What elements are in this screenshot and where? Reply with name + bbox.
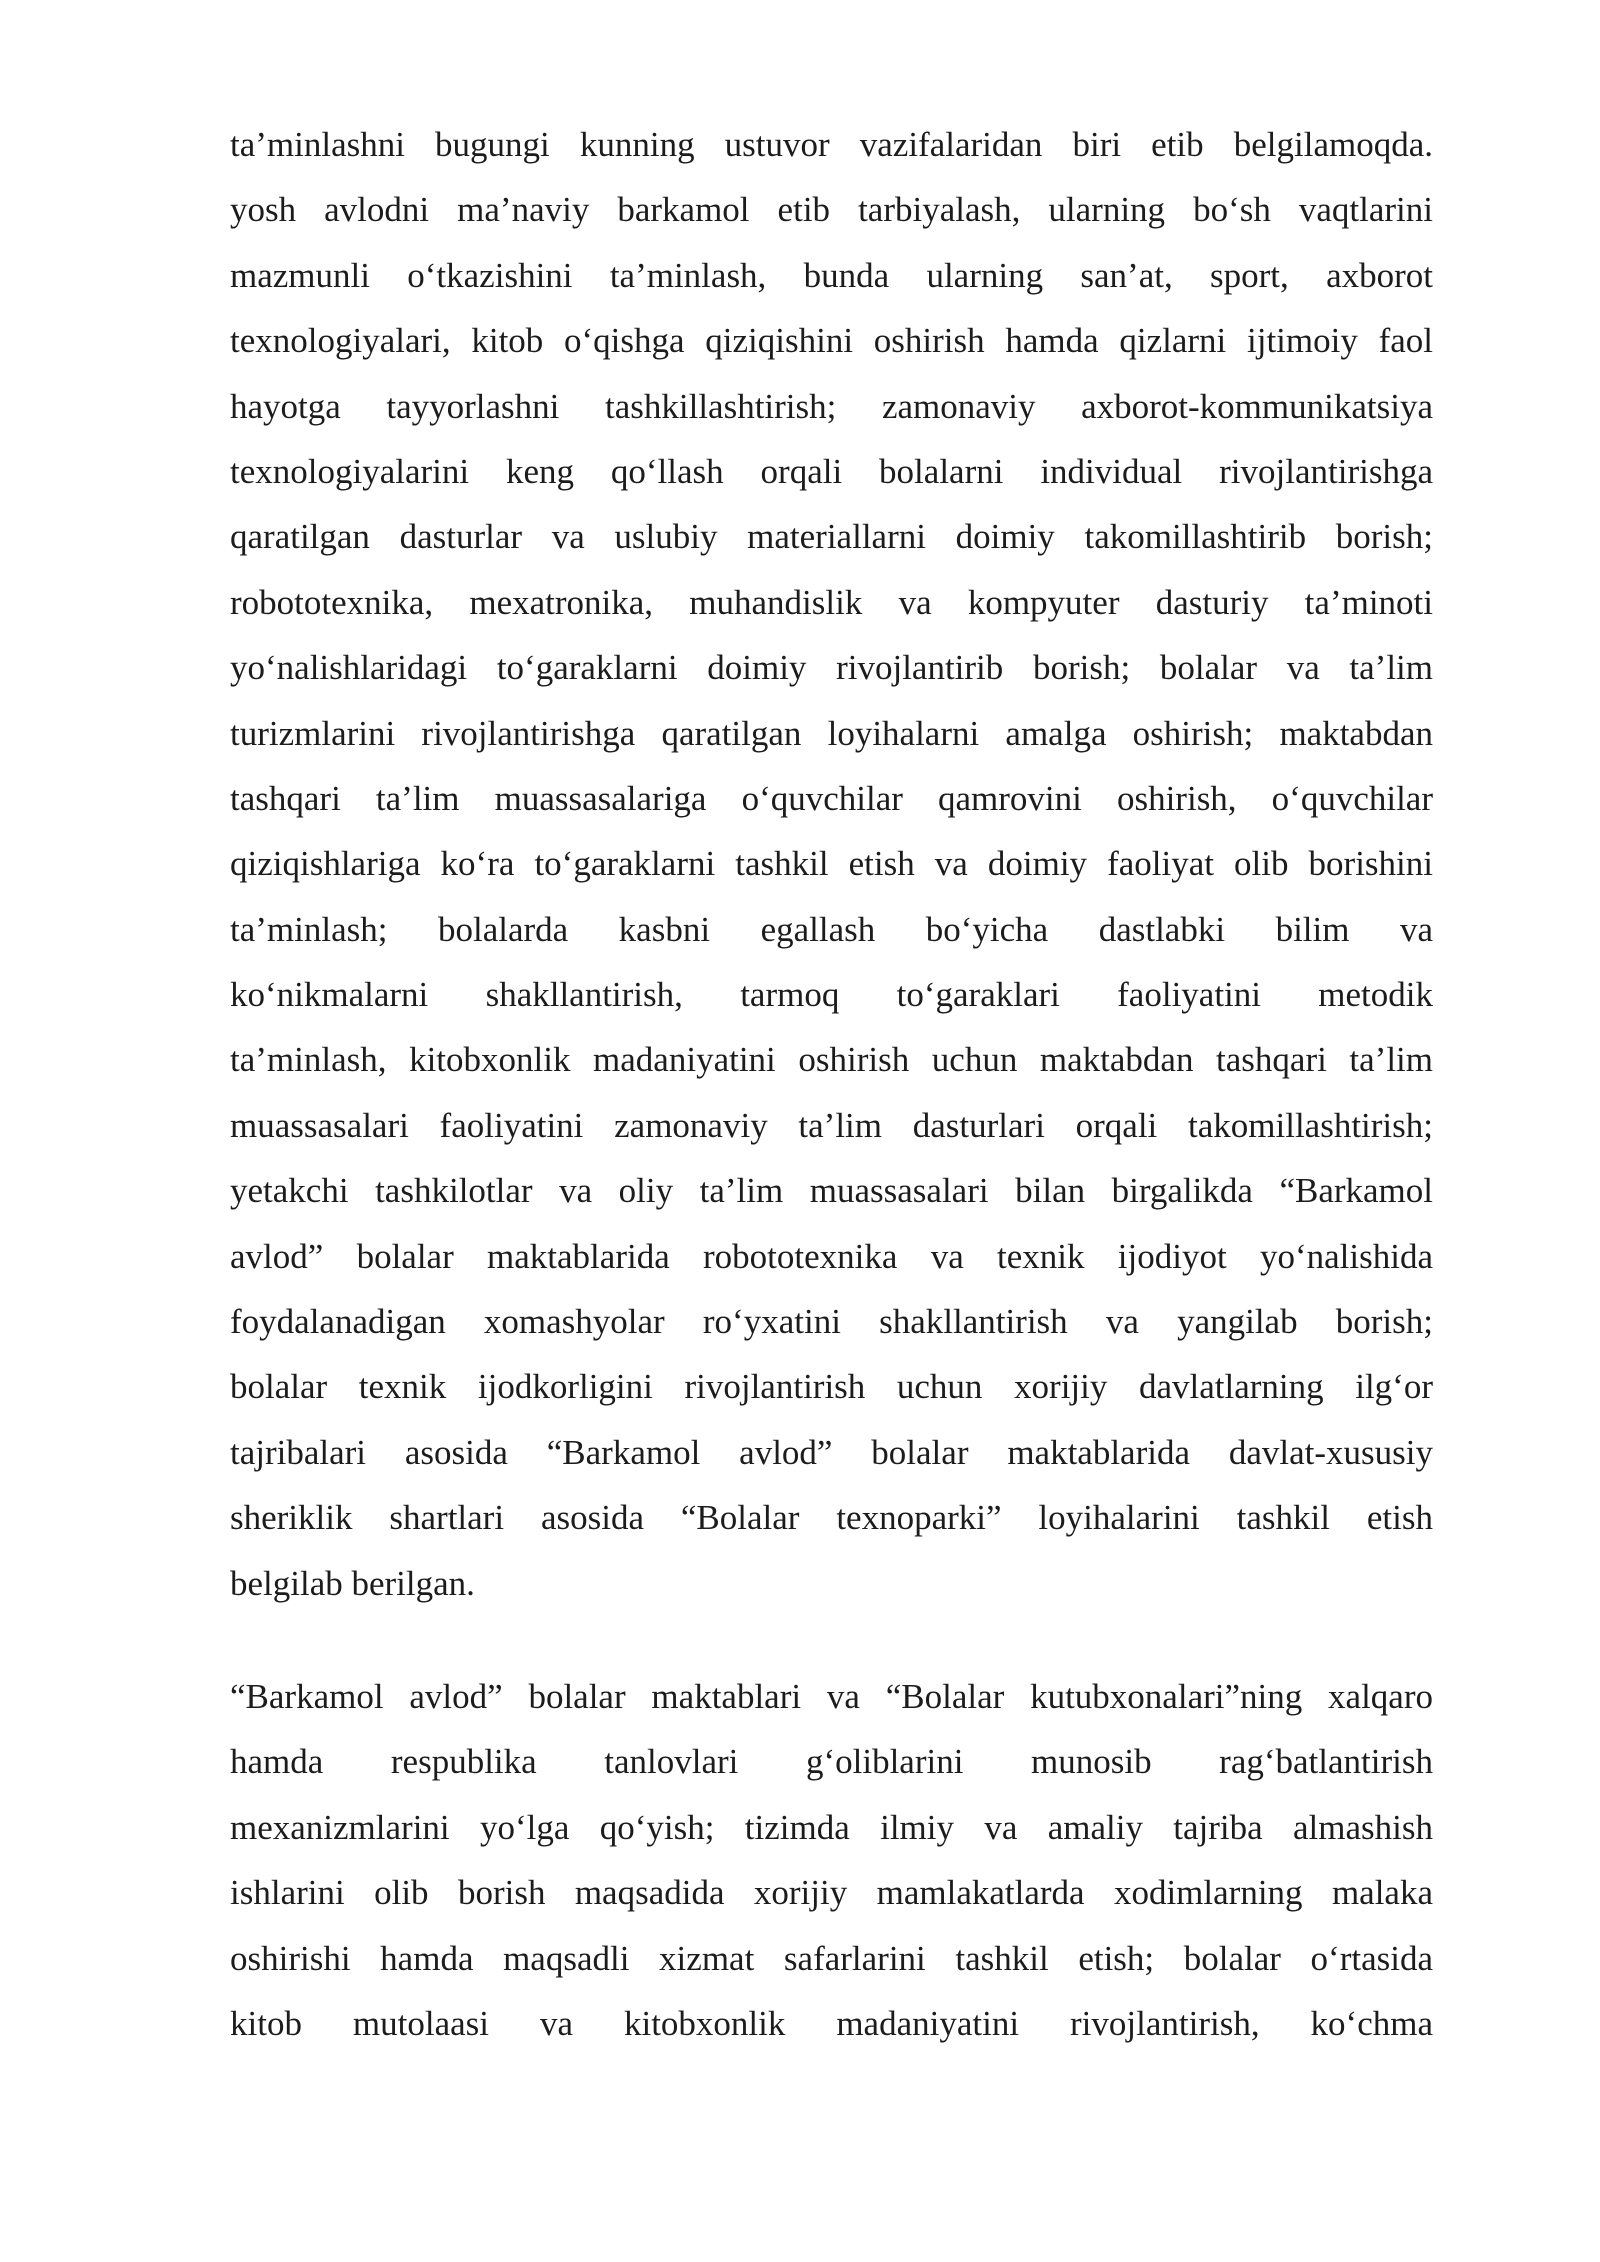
paragraph-line: ta’minlashni bugungi kunning ustuvor vazifalaridan biri etib belgilamoqda. bbox=[230, 125, 1433, 164]
paragraph-1 bbox=[230, 112, 1433, 1616]
paragraph-line: foydalanadigan xomashyolar ro‘yxatini shakllantirish va yangilab borish; bbox=[230, 1302, 1433, 1342]
paragraph-line: tashqari ta’lim muassasalariga o‘quvchilar qamrovini oshirish, o‘quvchilar bbox=[230, 778, 1433, 818]
paragraph-line: mexanizmlarini yo‘lga qo‘yish; tizimda ilmiy va amaliy tajriba almashish bbox=[230, 1807, 1433, 1847]
paragraph-line: avlod” bolalar maktablarida robototexnika va texnik ijodiyot yo‘nalishida bbox=[230, 1236, 1433, 1276]
paragraph-line: tajribalari asosida “Barkamol avlod” bolalar maktablarida davlat-xususiy bbox=[230, 1432, 1433, 1472]
paragraph-line: “Barkamol avlod” bolalar maktablari va “Bolalar kutubxonalari”ning xalqaro bbox=[230, 1677, 1433, 1716]
paragraph-line: muassasalari faoliyatini zamonaviy ta’lim dasturlari orqali takomillashtirish; bbox=[230, 1105, 1433, 1145]
paragraph-line: yo‘nalishlaridagi to‘garaklarni doimiy rivojlantirib borish; bolalar va ta’lim bbox=[230, 648, 1433, 688]
paragraph-line: mazmunli o‘tkazishini ta’minlash, bunda ularning san’at, sport, axborot bbox=[230, 255, 1433, 295]
paragraph-line: hayotga tayyorlashni tashkillashtirish; zamonaviy axborot-kommunikatsiya bbox=[230, 386, 1433, 426]
paragraph-line: belgilab berilgan. bbox=[230, 1563, 475, 1603]
paragraph-line: ta’minlash, kitobxonlik madaniyatini oshirish uchun maktabdan tashqari ta’lim bbox=[230, 1040, 1433, 1080]
paragraph-line: qaratilgan dasturlar va uslubiy materiallarni doimiy takomillashtirib borish; bbox=[230, 517, 1433, 557]
paragraph-line: oshirishi hamda maqsadli xizmat safarlarini tashkil etish; bolalar o‘rtasida bbox=[230, 1938, 1433, 1978]
paragraph-line: sheriklik shartlari asosida “Bolalar texnoparki” loyihalarini tashkil etish bbox=[230, 1498, 1433, 1538]
paragraph-line: bolalar texnik ijodkorligini rivojlantirish uchun xorijiy davlatlarning ilg‘or bbox=[230, 1367, 1433, 1407]
paragraph-2 bbox=[230, 1664, 1433, 2056]
paragraph-line: texnologiyalari, kitob o‘qishga qiziqishini oshirish hamda qizlarni ijtimoiy faol bbox=[230, 321, 1433, 361]
paragraph-line: kitob mutolaasi va kitobxonlik madaniyatini rivojlantirish, ko‘chma bbox=[230, 2003, 1433, 2043]
paragraph-line: yosh avlodni ma’naviy barkamol etib tarbiyalash, ularning bo‘sh vaqtlarini bbox=[230, 190, 1433, 230]
paragraph-line: ta’minlash; bolalarda kasbni egallash bo‘yicha dastlabki bilim va bbox=[230, 909, 1433, 949]
paragraph-line: ishlarini olib borish maqsadida xorijiy mamlakatlarda xodimlarning malaka bbox=[230, 1873, 1433, 1913]
paragraph-line: hamda respublika tanlovlari g‘oliblarini munosib rag‘batlantirish bbox=[230, 1742, 1433, 1782]
paragraph-line: turizmlarini rivojlantirishga qaratilgan loyihalarni amalga oshirish; maktabdan bbox=[230, 713, 1433, 753]
paragraph-line: yetakchi tashkilotlar va oliy ta’lim muassasalari bilan birgalikda “Barkamol bbox=[230, 1171, 1433, 1211]
paragraph-line: ko‘nikmalarni shakllantirish, tarmoq to‘garaklari faoliyatini metodik bbox=[230, 975, 1433, 1015]
paragraph-line: qiziqishlariga ko‘ra to‘garaklarni tashkil etish va doimiy faoliyat olib borishini bbox=[230, 844, 1433, 884]
paragraph-line: texnologiyalarini keng qo‘llash orqali bolalarni individual rivojlantirishga bbox=[230, 451, 1433, 491]
paragraph-line: robototexnika, mexatronika, muhandislik va kompyuter dasturiy ta’minoti bbox=[230, 582, 1433, 622]
